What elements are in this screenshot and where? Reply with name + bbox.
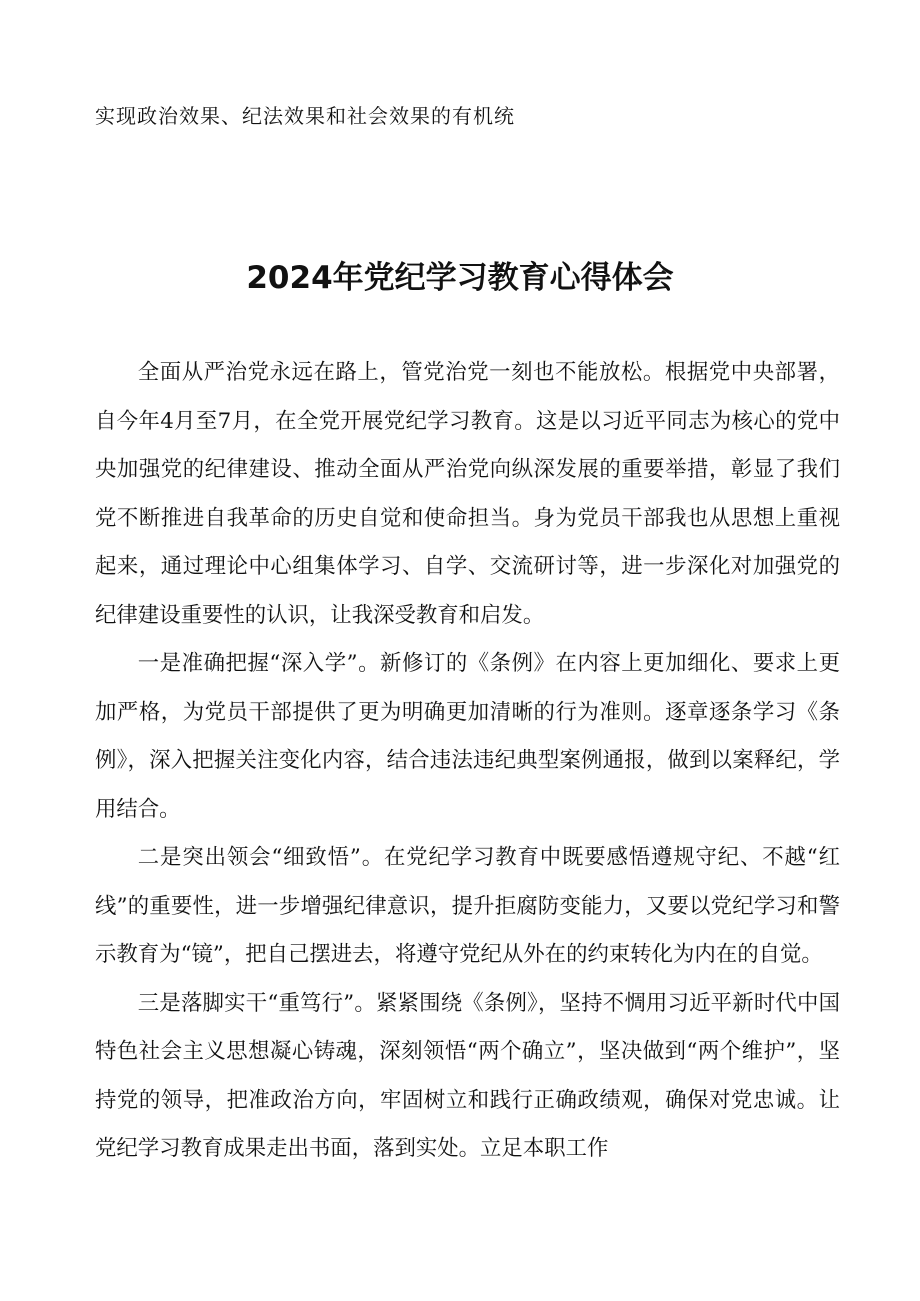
document-title: 2024年党纪学习教育心得体会 xyxy=(246,260,674,296)
paragraph-point-one: 一是准确把握“深入学”。新修订的《条例》在内容上更加细化、要求上更加严格，为党员干部提供了更为明确更加清晰的行为准则。逐章逐条学习《条例》，深入把握关注变化内容，结合违法违纪典型案例通报，做到以案释纪，学用结合。 xyxy=(95,651,840,822)
paragraph-point-two: 二是突出领会“细致悟”。在党纪学习教育中既要感悟遵规守纪、不越“红线”的重要性，进一步增强纪律意识，提升拒腐防变能力，又要以党纪学习和警示教育为“镜”，把自己摆进去，将遵守党纪从外在的约束转化为内在的自觉。 xyxy=(95,845,840,967)
document-body xyxy=(95,349,840,1174)
continued-line: 实现政治效果、纪法效果和社会效果的有机统 xyxy=(95,104,515,128)
paragraph-intro: 全面从严治党永远在路上，管党治党一刻也不能放松。根据党中央部署，自今年4月至7月，在全党开展党纪学习教育。这是以习近平同志为核心的党中央加强党的纪律建设、推动全面从严治党向纵深发展的重要举措，彰显了我们党不断推进自我革命的历史自觉和使命担当。身为党员干部我也从思想上重视起来，通过理论中心组集体学习、自学、交流研讨等，进一步深化对加强党的纪律建设重要性的认识，让我深受教育和启发。 xyxy=(95,360,840,628)
paragraph-point-three: 三是落脚实干“重笃行”。紧紧围绕《条例》，坚持不惆用习近平新时代中国特色社会主义思想凝心铸魂，深刻领悟“两个确立”，坚决做到“两个维护”，坚持党的领导，把准政治方向，牢固树立和践行正确政绩观，确保对党忠诚。让党纪学习教育成果走出书面，落到实处。立足本职工作 xyxy=(95,990,840,1161)
